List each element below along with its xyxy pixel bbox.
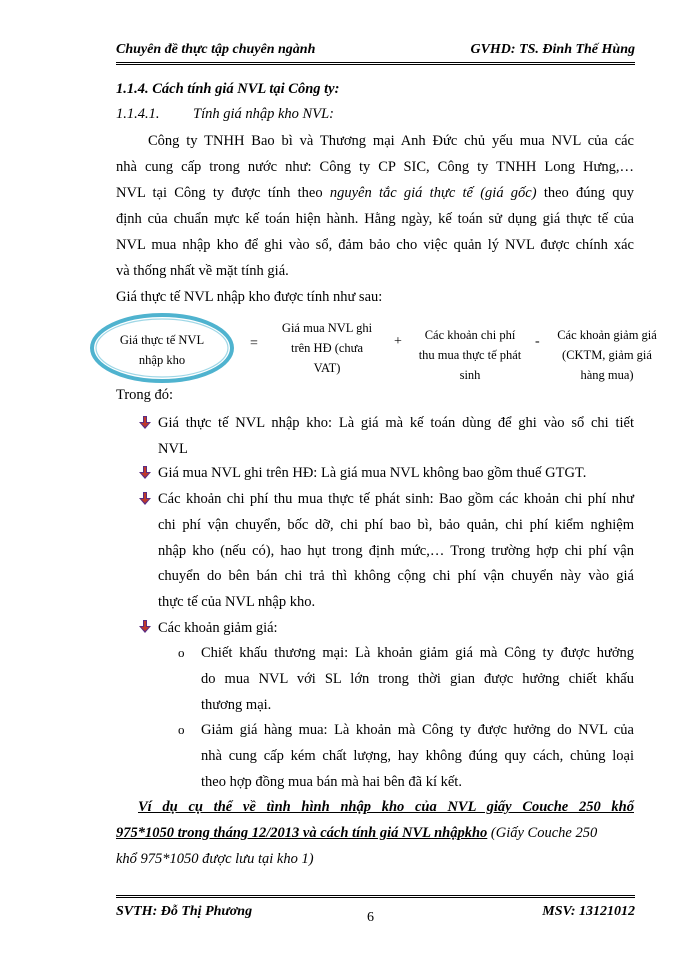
intro-line-4: định của chuẩn mực kế toán hiện hành. Hằng ngày, kế toán sử dụng giá thực tế của (116, 211, 634, 227)
formula-term2-line2: trên HĐ (chưa (290, 341, 364, 355)
sub-bullet-2-line-2: nhà cung cấp kém chất lượng, hay không đúng quy cách, chủng loại (201, 748, 634, 764)
footer-student-id: MSV: 13121012 (542, 904, 635, 919)
intro-line-1: Công ty TNHH Bao bì và Thương mại Anh Đức chủ yếu mua NVL của các (148, 133, 634, 149)
arrow-bullet-icon (138, 492, 152, 506)
example-line-1: Ví dụ cụ thể về tình hình nhập kho của NVL giấy Couche 250 khổ (138, 799, 634, 815)
page-number: 6 (367, 910, 374, 925)
footer-student-name: SVTH: Đỗ Thị Phương (116, 904, 253, 919)
trong-do-label: Trong đó: (116, 387, 174, 403)
formula-term2-line1: Giá mua NVL ghi (281, 321, 373, 335)
bullet-1-line-1: Giá thực tế NVL nhập kho: Là giá mà kế toán dùng để ghi vào sổ chi tiết (158, 415, 634, 431)
formula-term1-line2: nhập kho (138, 353, 186, 367)
subsection-title: Tính giá nhập kho NVL: (193, 106, 334, 122)
sub-bullet-1-line-3: thương mại. (201, 697, 272, 713)
formula-term-purchase-price (272, 318, 382, 378)
sub-bullet-marker: o (178, 645, 185, 660)
example-line-3: khổ 975*1050 được lưu tại kho 1) (116, 851, 314, 867)
intro-line-3 (116, 184, 634, 202)
sub-bullet-1-line-2: do mua NVL với SL lớn trong thời gian được hưởng chiết khấu (201, 671, 634, 687)
arrow-bullet-icon (138, 416, 152, 430)
bullet-2-line-1: Giá mua NVL ghi trên HĐ: Là giá mua NVL không bao gồm thuế GTGT. (158, 465, 587, 481)
formula-term2-line3: VAT) (313, 361, 341, 375)
example-line-2-rest: (Giấy Couche 250 (487, 825, 598, 841)
bullet-4-line-1: Các khoản giảm giá: (158, 620, 278, 636)
sub-bullet-1-line-1: Chiết khấu thương mại: Là khoản giảm giá mà Công ty được hưởng (201, 645, 634, 661)
bullet-3-line-5: thực tế của NVL nhập kho. (158, 594, 316, 610)
bullet-3-line-4: chuyển do bên bán chi trả thì không cộng chi phí vận chuyển này vào giá (158, 568, 634, 584)
subsection-number: 1.1.4.1. (116, 106, 160, 122)
intro-line-2: nhà cung cấp trong nước như: Công ty CP SIC, Công ty TNHH Long Hưng,… (116, 159, 634, 175)
header-course-title: Chuyên đề thực tập chuyên ngành (116, 42, 316, 57)
formula-term-discounts (548, 325, 666, 385)
intro-line-7: Giá thực tế NVL nhập kho được tính như sau: (116, 289, 383, 305)
formula-minus: - (535, 334, 540, 349)
bullet-1-line-2: NVL (158, 441, 188, 457)
intro-line-3-b: theo đúng quy (536, 185, 634, 201)
sub-bullet-marker: o (178, 722, 185, 737)
bullet-3-line-2: chi phí vận chuyển, bốc dỡ, chi phí bao bì, bảo quản, chi phí kiểm nghiệm (158, 517, 634, 533)
arrow-bullet-icon (138, 466, 152, 480)
bullet-3-line-3: nhập kho (nếu có), hao hụt trong định mức,… Trong trường hợp chi phí vận (158, 543, 634, 559)
header-rule (116, 62, 635, 63)
sub-bullet-2-line-1: Giảm giá hàng mua: Là khoản mà Công ty được hưởng do NVL của (201, 722, 634, 738)
page-footer (116, 904, 635, 926)
formula-term1-line1: Giá thực tế NVL (119, 333, 205, 347)
intro-line-3-a: NVL tại Công ty được tính theo (116, 185, 330, 201)
footer-rule-2 (116, 897, 635, 898)
formula-term4-line2: (CKTM, giảm giá (562, 348, 652, 362)
formula-term-purchase-costs (408, 325, 532, 385)
intro-line-6: và thống nhất về mặt tính giá. (116, 263, 289, 279)
formula-term4-line1: Các khoản giảm giá (557, 328, 657, 342)
header-rule-2 (116, 64, 635, 65)
example-line-2 (116, 824, 634, 842)
formula-plus: + (394, 334, 402, 349)
formula-term-actual-price (104, 330, 220, 370)
intro-line-5: NVL mua nhập kho để ghi vào sổ, đảm bảo cho việc quản lý NVL được chính xác (116, 237, 634, 253)
formula-term3-line1: Các khoản chi phí (424, 328, 516, 342)
footer-rule (116, 895, 635, 896)
formula-equals: = (250, 336, 258, 351)
example-line-2-bold: 975*1050 trong tháng 12/2013 và cách tính giá NVL nhậpkho (116, 825, 488, 841)
header-supervisor: GVHD: TS. Đinh Thế Hùng (470, 42, 635, 57)
arrow-bullet-icon (138, 620, 152, 634)
formula-term3-line2: thu mua thực tế phát (418, 348, 522, 362)
sub-bullet-2-line-3: theo hợp đồng mua bán mà hai bên đã kí kết. (201, 774, 462, 790)
section-heading: 1.1.4. Cách tính giá NVL tại Công ty: (116, 81, 340, 97)
formula-term4-line3: hàng mua) (580, 368, 634, 382)
intro-emphasis: nguyên tắc giá thực tế (giá gốc) (329, 185, 537, 201)
page-header (116, 40, 635, 60)
bullet-3-line-1: Các khoản chi phí thu mua thực tế phát sinh: Bao gồm các khoản chi phí như (158, 491, 634, 507)
formula-term3-line3: sinh (459, 368, 481, 382)
